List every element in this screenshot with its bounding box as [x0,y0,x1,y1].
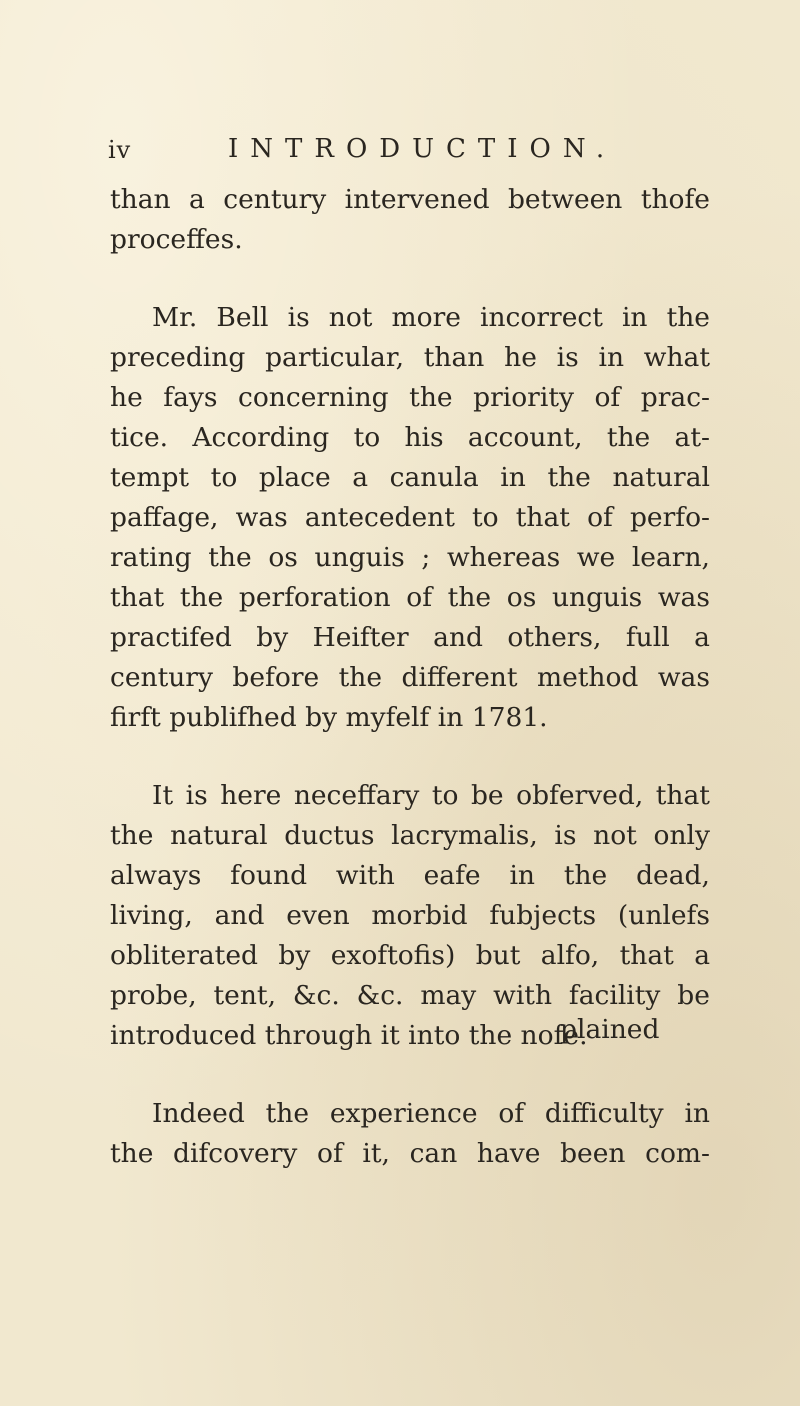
text-line: living, and even morbid fubjects (unlefs [110,900,710,931]
page-number: iv [108,136,132,164]
page-header [108,132,748,172]
text-line: rating the os unguis ; whereas we learn, [110,542,710,573]
text-line: always found with eafe in the dead, [110,860,710,891]
catchword: plained [560,1014,660,1045]
text-line: Mr. Bell is not more incorrect in the [152,302,710,333]
text-line: Indeed the experience of difficulty in [152,1098,710,1129]
text-line: practifed by Heifter and others, full a [110,622,710,653]
text-line: tempt to place a canula in the natural [110,462,710,493]
text-line: obliterated by exoftofis) but alfo, that a [110,940,710,971]
text-line: proceffes. [110,224,243,255]
text-line: It is here neceffary to be obferved, that [152,780,710,811]
running-title: INTRODUCTION. [228,134,617,164]
text-line: he fays concerning the priority of prac- [110,382,710,413]
text-line: than a century intervened between thofe [110,184,710,215]
text-line: preceding particular, than he is in what [110,342,710,373]
text-line: firft publifhed by myfelf in 1781. [110,702,548,733]
text-line: paffage, was antecedent to that of perfo- [110,502,710,533]
text-line: tice. According to his account, the at- [110,422,710,453]
text-line: introduced through it into the nofe. [110,1020,588,1051]
text-line: century before the different method was [110,662,710,693]
text-line: probe, tent, &c. &c. may with facility be [110,980,710,1011]
text-line: that the perforation of the os unguis was [110,582,710,613]
text-line: the difcovery of it, can have been com- [110,1138,710,1169]
text-line: the natural ductus lacrymalis, is not only [110,820,710,851]
